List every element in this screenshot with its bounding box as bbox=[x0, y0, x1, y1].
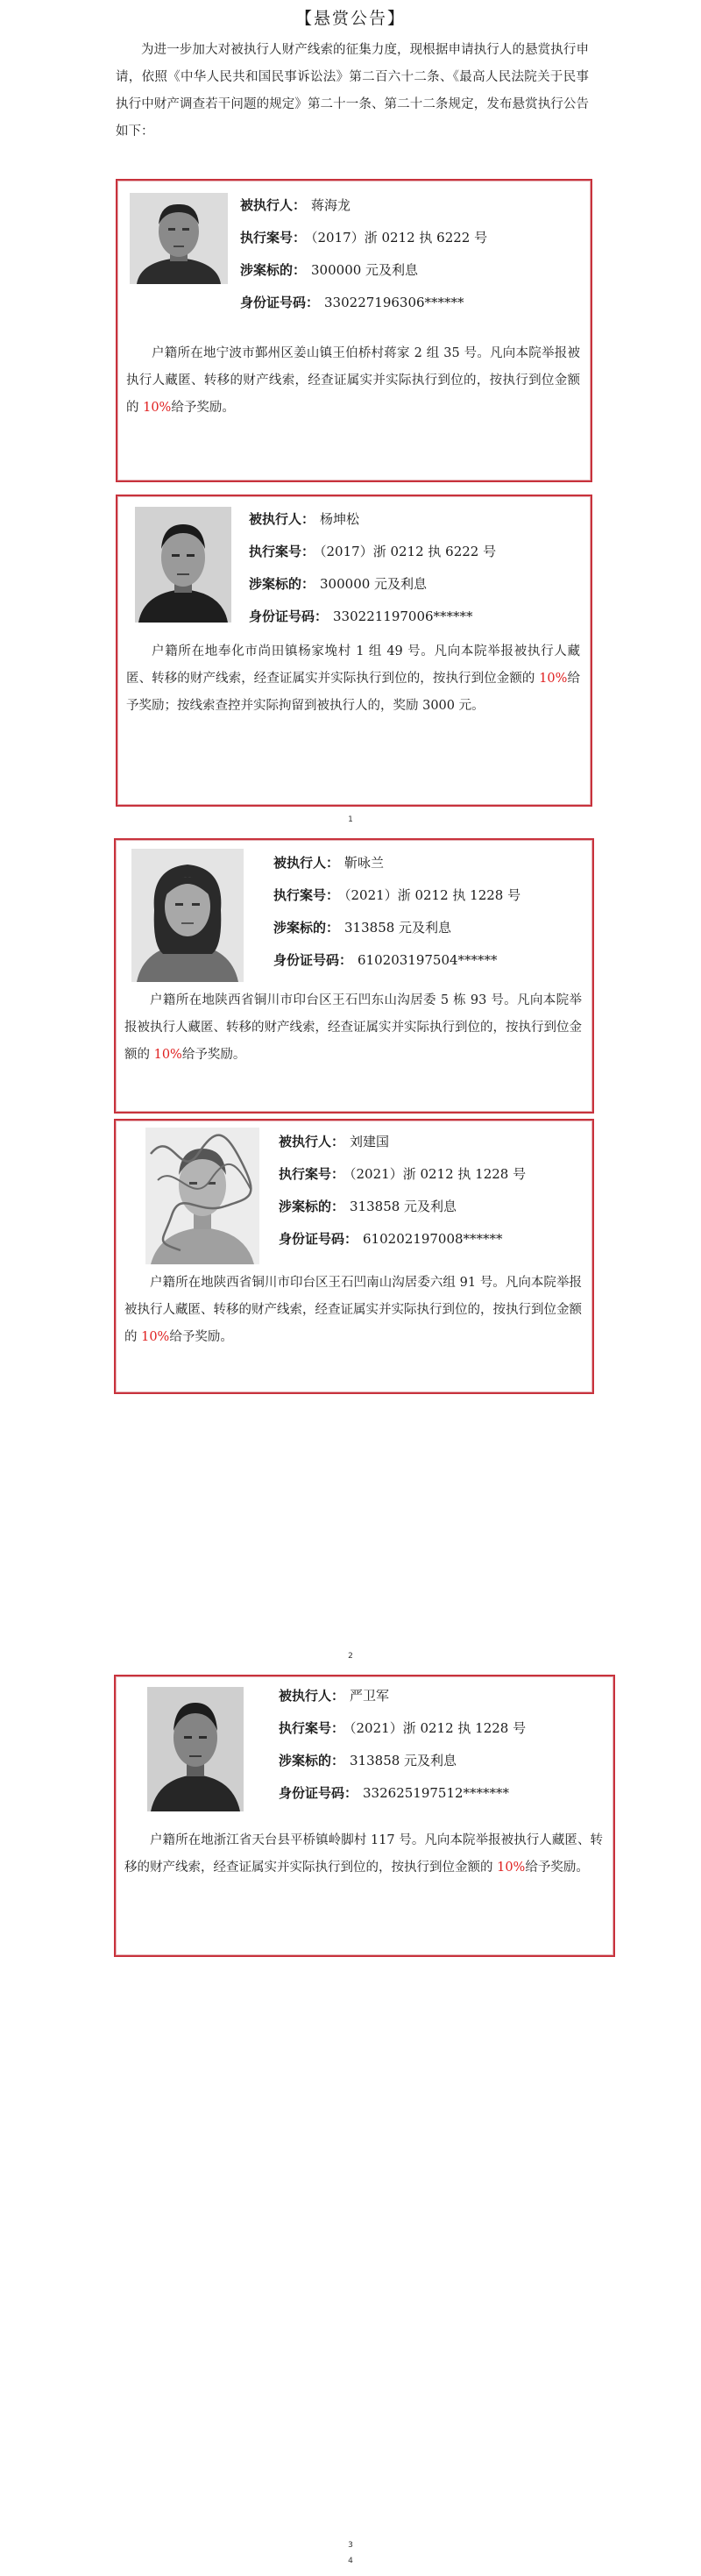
id-number-label: 身份证号码： bbox=[249, 608, 329, 624]
reward-percentage: 10% bbox=[497, 1861, 526, 1875]
case-number-label: 执行案号： bbox=[249, 544, 315, 559]
case-number-row bbox=[240, 222, 487, 254]
executee-name-row bbox=[279, 1680, 526, 1712]
notice-title: 【悬赏公告】 bbox=[294, 9, 406, 28]
claim-amount-row bbox=[279, 1745, 526, 1777]
id-number-row bbox=[279, 1223, 526, 1256]
reward-percentage: 10% bbox=[141, 1330, 170, 1344]
executee-name-label: 被执行人： bbox=[240, 197, 307, 213]
claim-amount: 300000 元及利息 bbox=[320, 576, 428, 592]
id-number-label: 身份证号码： bbox=[273, 952, 353, 968]
claim-amount-label: 涉案标的： bbox=[279, 1199, 345, 1214]
portrait-image bbox=[145, 1128, 259, 1264]
executee-name: 刘建国 bbox=[350, 1134, 390, 1149]
claim-amount: 300000 元及利息 bbox=[311, 262, 419, 278]
portrait-photo bbox=[131, 849, 244, 982]
case-number-label: 执行案号： bbox=[279, 1720, 345, 1736]
id-number-row bbox=[249, 601, 496, 633]
claim-amount-label: 涉案标的： bbox=[249, 576, 315, 592]
notice-card bbox=[116, 495, 592, 807]
executee-name-row bbox=[240, 189, 487, 222]
id-number: 332625197512******* bbox=[363, 1785, 510, 1801]
page-number: 2 bbox=[348, 1652, 353, 1661]
notice-intro: 为进一步加大对被执行人财产线索的征集力度，现根据申请执行人的悬赏执行申请，依照《中华人民共和国民事诉讼法》第二百六十二条、《最高人民法院关于民事执行中财产调查若干问题的规定》第二十一条、第二十二条规定，发布悬赏执行公告如下： bbox=[116, 43, 589, 139]
case-number: （2017）浙 0212 执 6222 号 bbox=[311, 230, 488, 246]
case-number: （2021）浙 0212 执 1228 号 bbox=[344, 887, 521, 903]
case-number-row bbox=[249, 536, 496, 568]
reward-percentage: 10% bbox=[153, 1048, 182, 1062]
reward-percentage: 10% bbox=[539, 672, 568, 686]
claim-amount-row bbox=[279, 1191, 526, 1223]
executee-name: 靳咏兰 bbox=[344, 855, 385, 871]
executee-name-label: 被执行人： bbox=[273, 855, 340, 871]
id-number-row bbox=[273, 944, 520, 977]
claim-amount: 313858 元及利息 bbox=[344, 920, 452, 936]
claim-amount-label: 涉案标的： bbox=[279, 1753, 345, 1768]
id-number: 610202197008****** bbox=[363, 1231, 503, 1247]
case-number-label: 执行案号： bbox=[279, 1166, 345, 1182]
executee-name-row bbox=[249, 503, 496, 536]
portrait-photo bbox=[130, 193, 228, 284]
notice-card bbox=[114, 1119, 594, 1394]
reward-percentage: 10% bbox=[143, 401, 172, 415]
executee-name: 杨坤松 bbox=[320, 511, 360, 527]
id-number-row bbox=[279, 1777, 526, 1810]
page-number: 1 bbox=[348, 815, 353, 824]
case-number: （2021）浙 0212 执 1228 号 bbox=[350, 1166, 527, 1182]
claim-amount-label: 涉案标的： bbox=[240, 262, 307, 278]
claim-amount-row bbox=[249, 568, 496, 601]
case-number-row bbox=[279, 1158, 526, 1191]
claim-amount: 313858 元及利息 bbox=[350, 1753, 457, 1768]
portrait-image bbox=[147, 1687, 244, 1811]
portrait-photo bbox=[145, 1128, 259, 1264]
executee-name-row bbox=[279, 1126, 526, 1158]
reward-description: 户籍所在地浙江省天台县平桥镇岭脚村 117 号。凡向本院举报被执行人藏匿、转移的财产线索，经查证属实并实际执行到位的，按执行到位金额的 10%给予奖励。 bbox=[124, 1833, 603, 1875]
portrait-photo bbox=[135, 507, 231, 623]
portrait-image bbox=[130, 193, 228, 284]
executee-name-label: 被执行人： bbox=[279, 1688, 345, 1704]
id-number-row bbox=[240, 287, 487, 319]
id-number: 330221197006****** bbox=[333, 608, 473, 624]
page-number: 4 bbox=[348, 2557, 353, 2565]
claim-amount-row bbox=[240, 254, 487, 287]
portrait-photo bbox=[147, 1687, 244, 1811]
case-number: （2021）浙 0212 执 1228 号 bbox=[350, 1720, 527, 1736]
id-number: 330227196306****** bbox=[324, 295, 464, 310]
page-number: 3 bbox=[348, 2541, 353, 2550]
id-number: 610203197504****** bbox=[358, 952, 498, 968]
executee-name-label: 被执行人： bbox=[249, 511, 315, 527]
claim-amount: 313858 元及利息 bbox=[350, 1199, 457, 1214]
id-number-label: 身份证号码： bbox=[279, 1231, 358, 1247]
reward-description: 户籍所在地陕西省铜川市印台区王石凹南山沟居委六组 91 号。凡向本院举报被执行人藏匿、转移的财产线索，经查证属实并实际执行到位的，按执行到位金额的 10%给予奖励。 bbox=[124, 1276, 582, 1344]
portrait-image bbox=[131, 849, 244, 982]
case-number-label: 执行案号： bbox=[240, 230, 307, 246]
case-number-row bbox=[273, 879, 520, 912]
reward-description: 户籍所在地陕西省铜川市印台区王石凹东山沟居委 5 栋 93 号。凡向本院举报被执行人藏匿、转移的财产线索，经查证属实并实际执行到位的，按执行到位金额的 10%给予奖励。 bbox=[124, 993, 582, 1062]
case-number-label: 执行案号： bbox=[273, 887, 340, 903]
case-number-row bbox=[279, 1712, 526, 1745]
id-number-label: 身份证号码： bbox=[279, 1785, 358, 1801]
notice-card bbox=[114, 1675, 615, 1957]
notice-card bbox=[114, 838, 594, 1114]
executee-name: 蒋海龙 bbox=[311, 197, 351, 213]
reward-description: 户籍所在地宁波市鄞州区姜山镇王伯桥村蒋家 2 组 35 号。凡向本院举报被执行人藏匿、转移的财产线索，经查证属实并实际执行到位的，按执行到位金额的 10%给予奖励。 bbox=[126, 346, 580, 415]
id-number-label: 身份证号码： bbox=[240, 295, 320, 310]
notice-card bbox=[116, 179, 592, 482]
executee-name-label: 被执行人： bbox=[279, 1134, 345, 1149]
case-number: （2017）浙 0212 执 6222 号 bbox=[320, 544, 497, 559]
claim-amount-row bbox=[273, 912, 520, 944]
portrait-image bbox=[135, 507, 231, 623]
reward-description: 户籍所在地奉化市尚田镇杨家堍村 1 组 49 号。凡向本院举报被执行人藏匿、转移的财产线索，经查证属实并实际执行到位的，按执行到位金额的 10%给予奖励；按线索查控并实际拘留到被执行人的，奖励 3000 元。 bbox=[126, 644, 580, 713]
claim-amount-label: 涉案标的： bbox=[273, 920, 340, 936]
executee-name: 严卫军 bbox=[350, 1688, 390, 1704]
executee-name-row bbox=[273, 847, 520, 879]
